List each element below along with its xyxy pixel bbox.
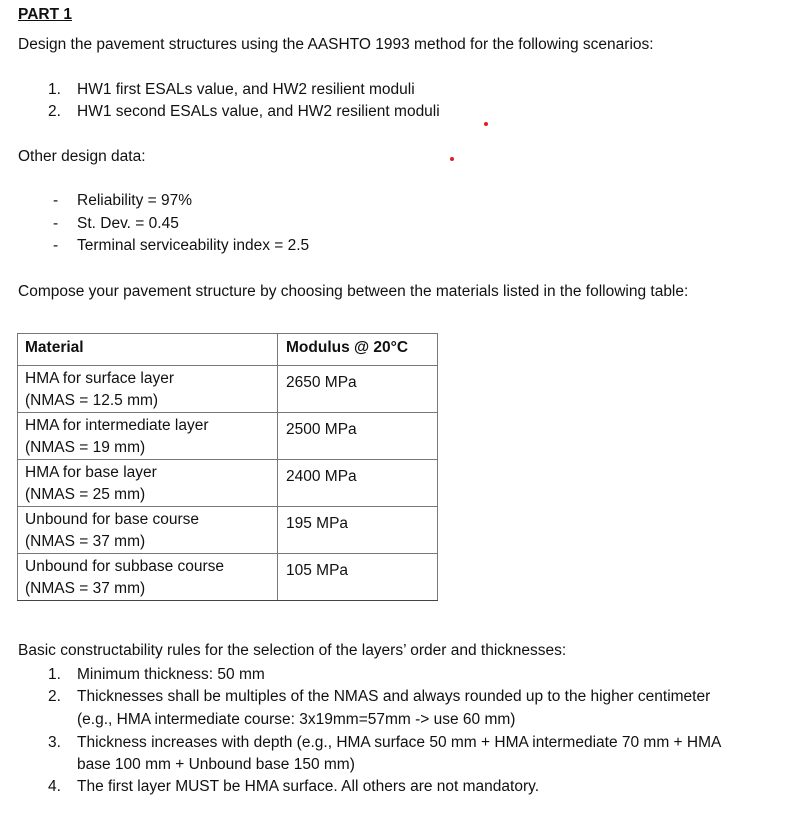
material-name: Unbound for subbase course [25, 558, 225, 575]
rule-number: 2. [48, 688, 61, 705]
modulus-value: 2400 MPa [278, 460, 438, 507]
table-header-row [18, 334, 438, 366]
rule-text: Thicknesses shall be multiples of the NMAS and always rounded up to the higher centimeter [77, 688, 711, 705]
rule-text-continued: (e.g., HMA intermediate course: 3x19mm=57mm -> use 60 mm) [77, 711, 516, 728]
material-nmas: (NMAS = 37 mm) [25, 533, 146, 550]
scenario-number: 2. [48, 103, 61, 120]
table-row [18, 366, 438, 413]
rules-intro: Basic constructability rules for the selection of the layers’ order and thicknesses: [18, 642, 567, 659]
annotation-dot [450, 157, 454, 161]
material-name: HMA for intermediate layer [25, 417, 209, 434]
scenario-number: 1. [48, 81, 61, 98]
annotation-dot [484, 122, 488, 126]
table-row [18, 460, 438, 507]
list-bullet: - [53, 215, 59, 232]
modulus-value: 195 MPa [278, 507, 438, 554]
reliability-text: Reliability = 97% [77, 192, 193, 209]
list-bullet: - [53, 237, 59, 254]
scenario-text: HW1 second ESALs value, and HW2 resilient moduli [77, 103, 440, 120]
table-row [18, 413, 438, 460]
materials-table [17, 333, 438, 601]
material-nmas: (NMAS = 25 mm) [25, 486, 146, 503]
modulus-value: 105 MPa [278, 554, 438, 601]
material-nmas: (NMAS = 12.5 mm) [25, 392, 159, 409]
other-data-label: Other design data: [18, 148, 146, 165]
serviceability-text: Terminal serviceability index = 2.5 [77, 237, 310, 254]
rule-number: 3. [48, 734, 61, 751]
std-dev-text: St. Dev. = 0.45 [77, 215, 179, 232]
page-heading: PART 1 [18, 6, 72, 23]
column-header-modulus: Modulus @ 20°C [278, 334, 438, 366]
table-row [18, 554, 438, 601]
list-bullet: - [53, 192, 59, 209]
rule-text: Minimum thickness: 50 mm [77, 666, 265, 683]
material-name: Unbound for base course [25, 511, 200, 528]
compose-instruction: Compose your pavement structure by choosing between the materials listed in the following table: [18, 283, 689, 300]
rule-text-continued: base 100 mm + Unbound base 150 mm) [77, 756, 355, 773]
modulus-value: 2650 MPa [278, 366, 438, 413]
rule-text: Thickness increases with depth (e.g., HMA surface 50 mm + HMA intermediate 70 mm + HMA [77, 734, 722, 751]
material-name: HMA for base layer [25, 464, 157, 481]
material-nmas: (NMAS = 19 mm) [25, 439, 146, 456]
intro-text: Design the pavement structures using the AASHTO 1993 method for the following scenarios: [18, 36, 654, 53]
table-row [18, 507, 438, 554]
column-header-material: Material [18, 334, 278, 366]
material-nmas: (NMAS = 37 mm) [25, 580, 146, 597]
rule-number: 4. [48, 778, 61, 795]
rule-text: The first layer MUST be HMA surface. All others are not mandatory. [77, 778, 540, 795]
material-name: HMA for surface layer [25, 370, 175, 387]
modulus-value: 2500 MPa [278, 413, 438, 460]
rule-number: 1. [48, 666, 61, 683]
scenario-text: HW1 first ESALs value, and HW2 resilient moduli [77, 81, 415, 98]
